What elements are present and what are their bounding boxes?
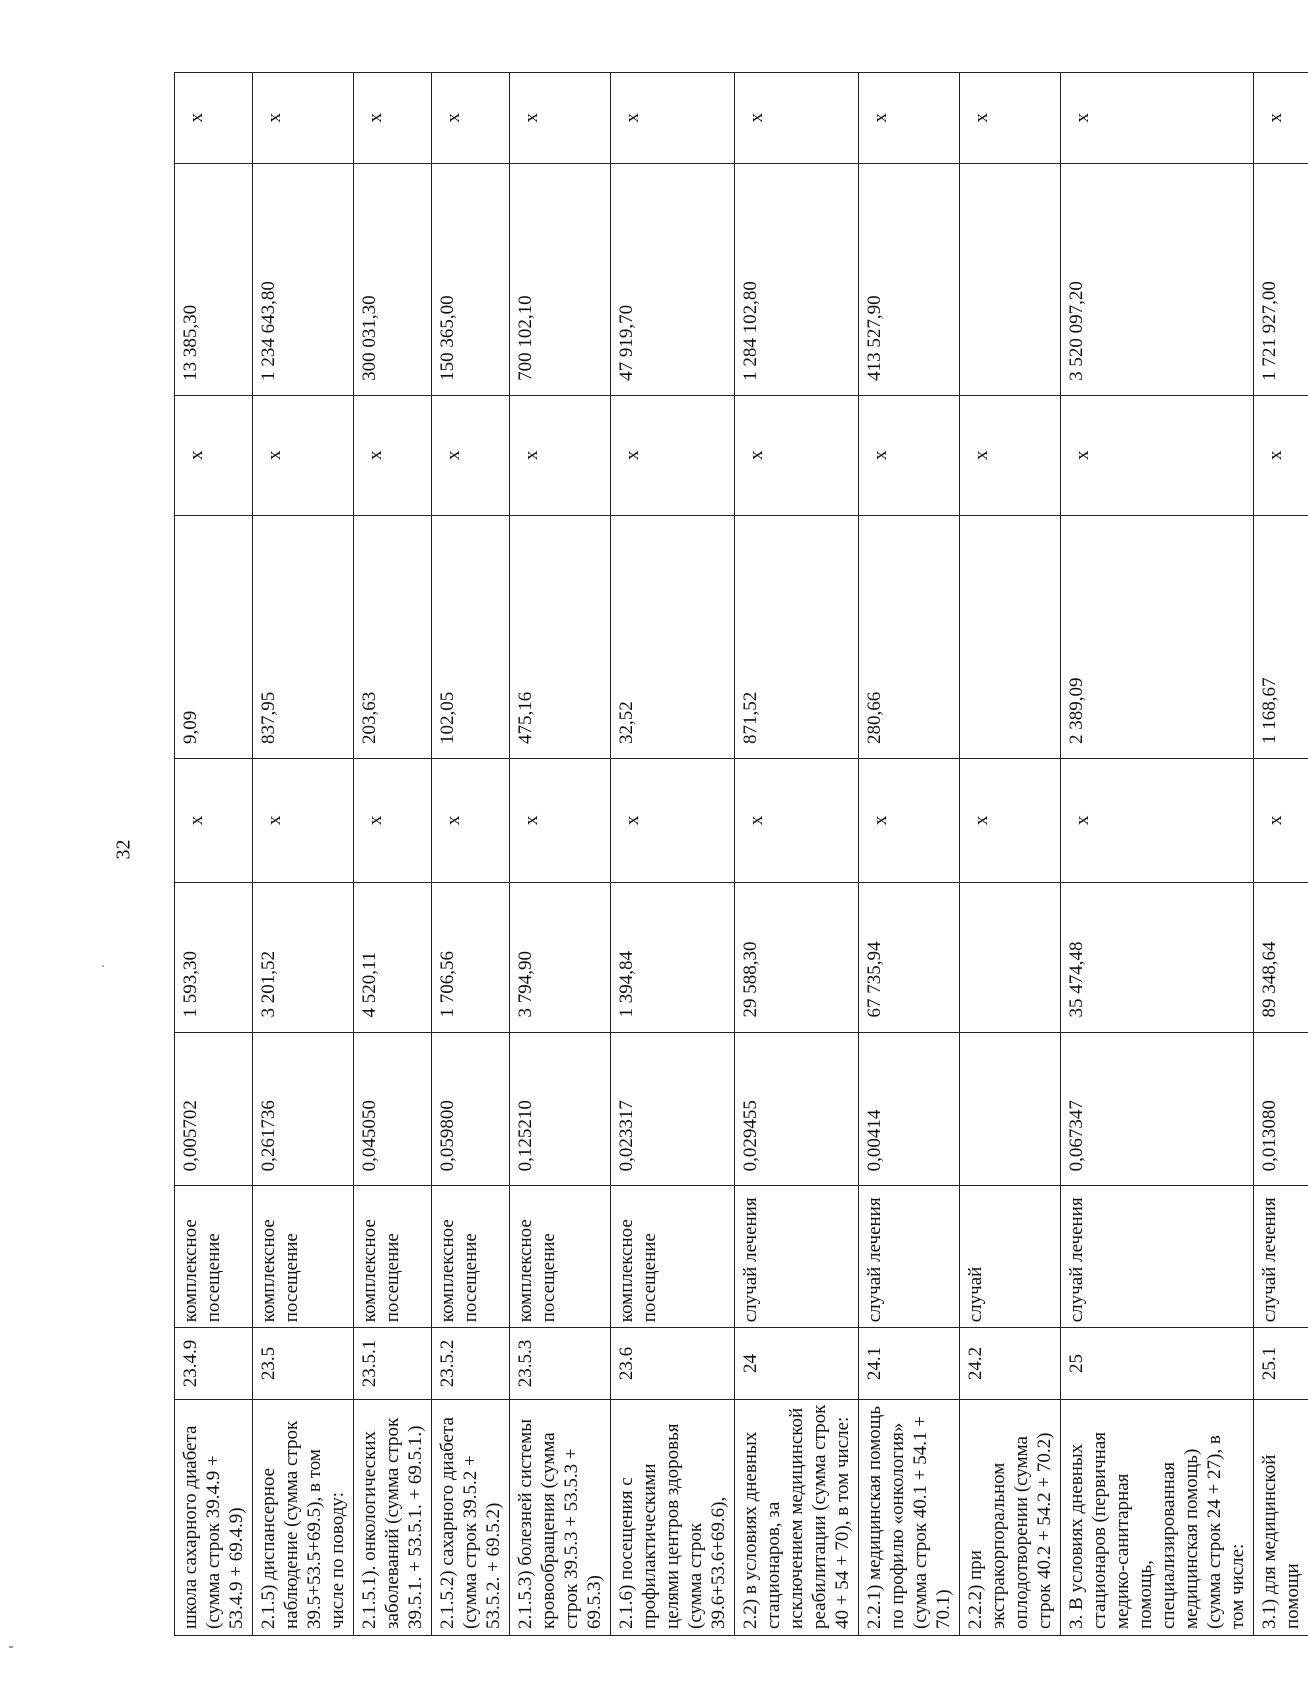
row-value: 32,52 <box>611 515 735 758</box>
row-total: 300 031,30 <box>354 163 432 395</box>
row-total: 13 385,30 <box>175 163 253 395</box>
row-total: 700 102,10 <box>510 163 611 395</box>
scan-speck <box>102 965 104 967</box>
row-code: 23.5.2 <box>432 1328 510 1399</box>
row-name: школа сахарного диабета (сумма строк 39.4.9 + 53.4.9 + 69.4.9) <box>175 1399 253 1635</box>
row-x-mark: х <box>735 395 859 515</box>
row-name: 3.1) для медицинской помощи <box>1254 1399 1308 1635</box>
row-name: 2.2) в условиях дневных стационаров, за исключением медицинской реабилитации (сумма строк 40 + 54 + 70), в том числе: <box>735 1399 859 1635</box>
row-norm: 0,059800 <box>432 1032 510 1186</box>
row-value: 2 389,09 <box>1061 515 1254 758</box>
row-cost: 67 735,94 <box>859 882 960 1032</box>
row-cost: 1 394,84 <box>611 882 735 1032</box>
row-value <box>960 515 1061 758</box>
row-x-mark: х <box>735 758 859 882</box>
row-x-mark: х <box>611 395 735 515</box>
row-x-mark: х <box>1254 758 1308 882</box>
scan-speck <box>9 1646 13 1648</box>
row-code: 24.2 <box>960 1328 1061 1399</box>
row-total: 3 520 097,20 <box>1061 163 1254 395</box>
row-cost: 4 520,11 <box>354 882 432 1032</box>
table-row <box>735 73 859 1636</box>
row-x-mark: х <box>859 73 960 164</box>
row-unit: случай лечения <box>1254 1186 1308 1328</box>
row-x-mark: х <box>175 395 253 515</box>
row-name: 2.2.1) медицинская помощь по профилю «онкология» (сумма строк 40.1 + 54.1 + 70.1) <box>859 1399 960 1635</box>
row-x-mark: х <box>253 73 354 164</box>
row-total: 413 527,90 <box>859 163 960 395</box>
row-x-mark: х <box>1254 73 1308 164</box>
row-total: 1 234 643,80 <box>253 163 354 395</box>
row-x-mark: х <box>432 758 510 882</box>
row-x-mark: х <box>611 758 735 882</box>
table-row <box>432 73 510 1636</box>
row-unit: случай <box>960 1186 1061 1328</box>
table-row <box>611 73 735 1636</box>
row-x-mark: х <box>611 73 735 164</box>
row-x-mark: х <box>1254 395 1308 515</box>
row-norm: 0,261736 <box>253 1032 354 1186</box>
row-norm: 0,029455 <box>735 1032 859 1186</box>
row-code: 24.1 <box>859 1328 960 1399</box>
row-total: 47 919,70 <box>611 163 735 395</box>
row-x-mark: х <box>960 758 1061 882</box>
row-value: 280,66 <box>859 515 960 758</box>
table-row <box>1254 73 1308 1636</box>
row-name: 2.1.5.1). онкологических заболеваний (сумма строк 39.5.1. + 53.5.1. + 69.5.1.) <box>354 1399 432 1635</box>
row-code: 23.5.1 <box>354 1328 432 1399</box>
row-x-mark: х <box>354 395 432 515</box>
row-code: 23.6 <box>611 1328 735 1399</box>
row-norm: 0,023317 <box>611 1032 735 1186</box>
row-cost: 89 348,64 <box>1254 882 1308 1032</box>
rotated-table-container <box>174 72 1303 1636</box>
row-norm: 0,013080 <box>1254 1032 1308 1186</box>
row-x-mark: х <box>354 758 432 882</box>
row-total: 1 721 927,00 <box>1254 163 1308 395</box>
row-unit: комплексное посещение <box>354 1186 432 1328</box>
row-code: 23.4.9 <box>175 1328 253 1399</box>
row-cost: 1 706,56 <box>432 882 510 1032</box>
row-x-mark: х <box>510 395 611 515</box>
row-unit: комплексное посещение <box>611 1186 735 1328</box>
row-x-mark: х <box>432 73 510 164</box>
row-value: 9,09 <box>175 515 253 758</box>
row-name: 2.2.2) при экстракорпоральном оплодотворении (сумма строк 40.2 + 54.2 + 70.2) <box>960 1399 1061 1635</box>
row-name: 2.1.5) диспансерное наблюдение (сумма строк 39.5+53.5+69.5), в том числе по поводу: <box>253 1399 354 1635</box>
row-x-mark: х <box>432 395 510 515</box>
row-cost: 29 588,30 <box>735 882 859 1032</box>
row-value: 102,05 <box>432 515 510 758</box>
row-name: 3. В условиях дневных стационаров (первичная медико-санитарная помощь, специализированная медицинская помощь) (сумма строк 24 + 27), в том числе: <box>1061 1399 1254 1635</box>
row-code: 23.5.3 <box>510 1328 611 1399</box>
row-unit: комплексное посещение <box>253 1186 354 1328</box>
row-x-mark: х <box>735 73 859 164</box>
table-row <box>175 73 253 1636</box>
row-norm: 0,125210 <box>510 1032 611 1186</box>
row-total: 150 365,00 <box>432 163 510 395</box>
row-unit: комплексное посещение <box>510 1186 611 1328</box>
row-value: 475,16 <box>510 515 611 758</box>
row-x-mark: х <box>960 395 1061 515</box>
row-x-mark: х <box>510 758 611 882</box>
row-x-mark: х <box>859 395 960 515</box>
row-value: 837,95 <box>253 515 354 758</box>
row-norm <box>960 1032 1061 1186</box>
table-row <box>960 73 1061 1636</box>
row-code: 25 <box>1061 1328 1254 1399</box>
row-unit: комплексное посещение <box>432 1186 510 1328</box>
table-row <box>354 73 432 1636</box>
row-name: 2.1.5.2) сахарного диабета (сумма строк 39.5.2 + 53.5.2. + 69.5.2) <box>432 1399 510 1635</box>
table-row <box>1061 73 1254 1636</box>
row-cost: 3 201,52 <box>253 882 354 1032</box>
row-name: 2.1.5.3) болезней системы кровообращения (сумма строк 39.5.3 + 53.5.3 + 69.5.3) <box>510 1399 611 1635</box>
row-cost <box>960 882 1061 1032</box>
row-value: 871,52 <box>735 515 859 758</box>
row-cost: 3 794,90 <box>510 882 611 1032</box>
row-x-mark: х <box>859 758 960 882</box>
row-value: 203,63 <box>354 515 432 758</box>
row-x-mark: х <box>960 73 1061 164</box>
row-name: 2.1.6) посещения с профилактическими целями центров здоровья (сумма строк 39.6+53.6+69.6), <box>611 1399 735 1635</box>
row-x-mark: х <box>253 395 354 515</box>
table-row <box>859 73 960 1636</box>
row-code: 23.5 <box>253 1328 354 1399</box>
row-unit: случай лечения <box>1061 1186 1254 1328</box>
row-x-mark: х <box>510 73 611 164</box>
data-table <box>174 72 1308 1636</box>
row-norm: 0,067347 <box>1061 1032 1254 1186</box>
table-row <box>253 73 354 1636</box>
row-total <box>960 163 1061 395</box>
row-code: 24 <box>735 1328 859 1399</box>
page-number: 32 <box>112 839 135 860</box>
row-norm: 0,005702 <box>175 1032 253 1186</box>
row-total: 1 284 102,80 <box>735 163 859 395</box>
row-cost: 1 593,30 <box>175 882 253 1032</box>
row-x-mark: х <box>175 73 253 164</box>
row-unit: комплексное посещение <box>175 1186 253 1328</box>
row-norm: 0,00414 <box>859 1032 960 1186</box>
table-row <box>510 73 611 1636</box>
row-x-mark: х <box>175 758 253 882</box>
row-x-mark: х <box>1061 73 1254 164</box>
row-unit: случай лечения <box>735 1186 859 1328</box>
row-x-mark: х <box>1061 395 1254 515</box>
row-unit: случай лечения <box>859 1186 960 1328</box>
row-x-mark: х <box>354 73 432 164</box>
row-norm: 0,045050 <box>354 1032 432 1186</box>
row-x-mark: х <box>253 758 354 882</box>
row-value: 1 168,67 <box>1254 515 1308 758</box>
row-cost: 35 474,48 <box>1061 882 1254 1032</box>
row-x-mark: х <box>1061 758 1254 882</box>
row-code: 25.1 <box>1254 1328 1308 1399</box>
